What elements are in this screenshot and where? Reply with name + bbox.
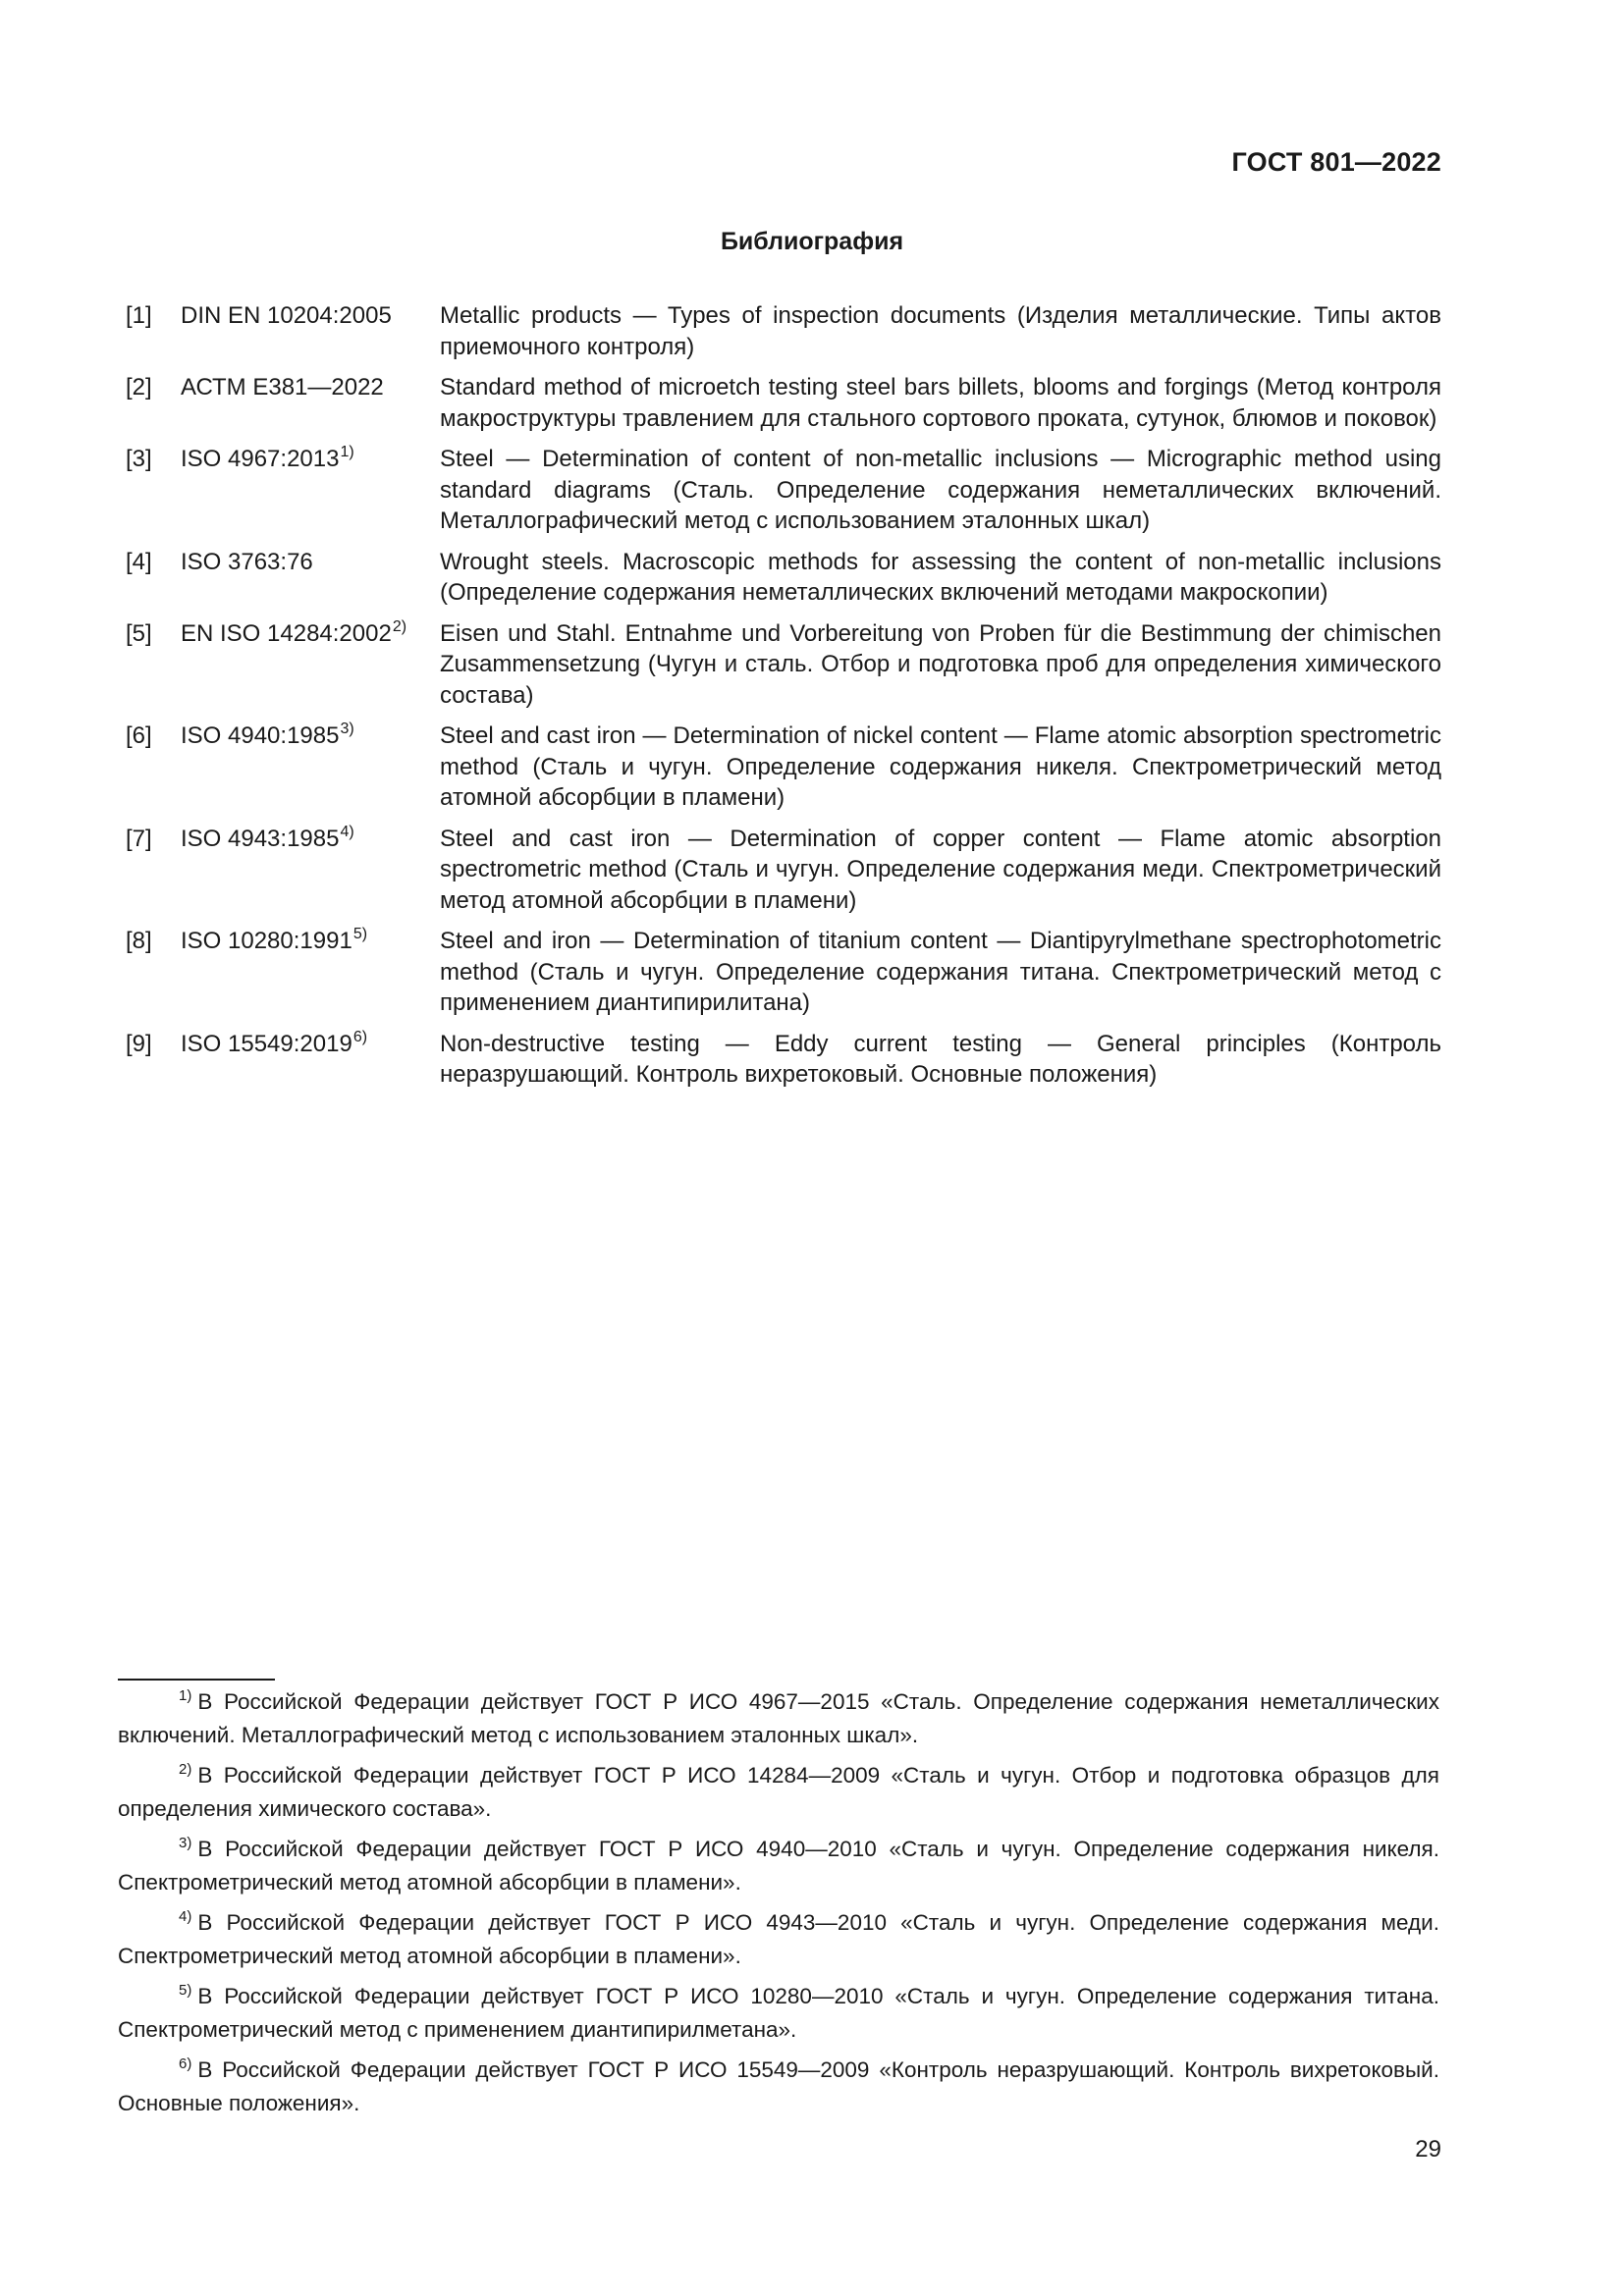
footnote-marker: 3) (340, 721, 354, 737)
reference-code: ISO 4967:2013$^{1)}$ (181, 444, 354, 472)
reference-code: АСТМ E381—2022 (181, 374, 384, 400)
footnote: $^{1)}$ В Российской Федерации действует ГОСТ Р ИСО 4967—2015 «Сталь. Определение содержания неметаллических включений. Металлографический метод с использованием эталонных шкал». (118, 1687, 1439, 1747)
reference-number: [1] (126, 302, 152, 329)
footnote-mark: 5) (179, 1982, 192, 1999)
reference-item (126, 1029, 1441, 1091)
reference-code: EN ISO 14284:2002$^{2)}$ (181, 617, 407, 647)
footnote-mark: 2) (179, 1761, 192, 1778)
reference-number: [4] (126, 548, 152, 575)
reference-text: Steel and iron — Determination of titanium content — Diantipyrylmethane spectrophotometric method (Сталь и чугун. Определение содержания титана. Спектрометрический метод с применением диантипирилитана) (440, 928, 1441, 1016)
reference-item (126, 926, 1441, 1019)
footnote-list (118, 1686, 1439, 2128)
footnote-marker: 4) (340, 823, 354, 840)
reference-item (126, 824, 1441, 917)
reference-item (126, 721, 1441, 814)
footnote-mark: 3) (179, 1835, 192, 1851)
reference-number: [9] (126, 1030, 152, 1057)
reference-code: ISO 4943:1985$^{4)}$ (181, 823, 354, 852)
reference-item (126, 372, 1441, 434)
reference-text: Standard method of microetch testing steel bars billets, blooms and forgings (Метод контроля макроструктуры травлением для стального сортового проката, сутунок, блюмов и поковок) (440, 374, 1441, 432)
footnote-mark: 1) (179, 1687, 192, 1704)
footnote: $^{4)}$ В Российской Федерации действует ГОСТ Р ИСО 4943—2010 «Сталь и чугун. Определение содержания меди. Спектрометрический метод атомной абсорбции в пламени». (118, 1908, 1439, 1968)
reference-number: [3] (126, 446, 152, 472)
reference-number: [6] (126, 722, 152, 749)
reference-item (126, 618, 1441, 712)
footnote: $^{3)}$ В Российской Федерации действует ГОСТ Р ИСО 4940—2010 «Сталь и чугун. Определение содержания никеля. Спектрометрический метод атомной абсорбции в пламени». (118, 1835, 1439, 1895)
reference-number: [7] (126, 825, 152, 852)
reference-code: DIN EN 10204:2005 (181, 302, 392, 329)
footnote-marker: 6) (352, 1028, 368, 1045)
footnote-separator (118, 1679, 275, 1681)
page-number: 29 (1415, 2136, 1441, 2163)
reference-code: ISO 3763:76 (181, 548, 313, 575)
footnote-mark: 6) (179, 2056, 192, 2072)
reference-item (126, 547, 1441, 609)
footnote-marker: 2) (392, 617, 407, 635)
reference-item (126, 444, 1441, 537)
reference-code: ISO 10280:1991$^{5)}$ (181, 926, 368, 954)
footnote-marker: 5) (352, 926, 368, 942)
reference-code: ISO 15549:2019$^{6)}$ (181, 1028, 368, 1057)
footnote: $^{5)}$ В Российской Федерации действует ГОСТ Р ИСО 10280—2010 «Сталь и чугун. Определение содержания титана. Спектрометрический метод с применением диантипирилметана». (118, 1982, 1439, 2042)
reference-text: Eisen und Stahl. Entnahme und Vorbereitung von Proben für die Bestimmung der chimischen Zusammensetzung (Чугун и сталь. Отбор и подготовка проб для определения химического состава) (440, 619, 1441, 709)
reference-text: Wrought steels. Macroscopic methods for assessing the content of non-metallic inclusions (Определение содержания неметаллических включений методами макроскопии) (440, 548, 1441, 606)
reference-code: ISO 4940:1985$^{3)}$ (181, 721, 354, 749)
footnote: $^{6)}$ В Российской Федерации действует ГОСТ Р ИСО 15549—2009 «Контроль неразрушающий. Контроль вихретоковый. Основные положения». (118, 2056, 1439, 2115)
reference-text: Metallic products — Types of inspection documents (Изделия металлические. Типы актов приемочного контроля) (440, 302, 1441, 360)
reference-text: Non-destructive testing — Eddy current testing — General principles (Контроль неразрушающий. Контроль вихретоковый. Основные положения) (440, 1030, 1441, 1088)
reference-number: [5] (126, 619, 152, 647)
reference-text: Steel — Determination of content of non-metallic inclusions — Micrographic method using standard diagrams (Сталь. Определение содержания неметаллических включений. Металлографический метод с использованием эталонных шкал) (440, 446, 1441, 534)
reference-text: Steel and cast iron — Determination of copper content — Flame atomic absorption spectrometric method (Сталь и чугун. Определение содержания меди. Спектрометрический метод атомной абсорбции в пламени) (440, 825, 1441, 914)
bibliography-heading: Библиография (720, 228, 904, 255)
reference-text: Steel and cast iron — Determination of nickel content — Flame atomic absorption spectrometric method (Сталь и чугун. Определение содержания никеля. Спектрометрический метод атомной абсорбции в пламени) (440, 722, 1441, 811)
reference-number: [8] (126, 928, 152, 954)
document-code: ГОСТ 801—2022 (1231, 147, 1441, 177)
reference-list (126, 300, 1441, 1100)
footnote: $^{2)}$ В Российской Федерации действует ГОСТ Р ИСО 14284—2009 «Сталь и чугун. Отбор и подготовка образцов для определения химического состава». (118, 1761, 1439, 1821)
reference-number: [2] (126, 374, 152, 400)
footnote-mark: 4) (179, 1908, 192, 1925)
footnote-marker: 1) (340, 444, 354, 460)
reference-item (126, 300, 1441, 362)
